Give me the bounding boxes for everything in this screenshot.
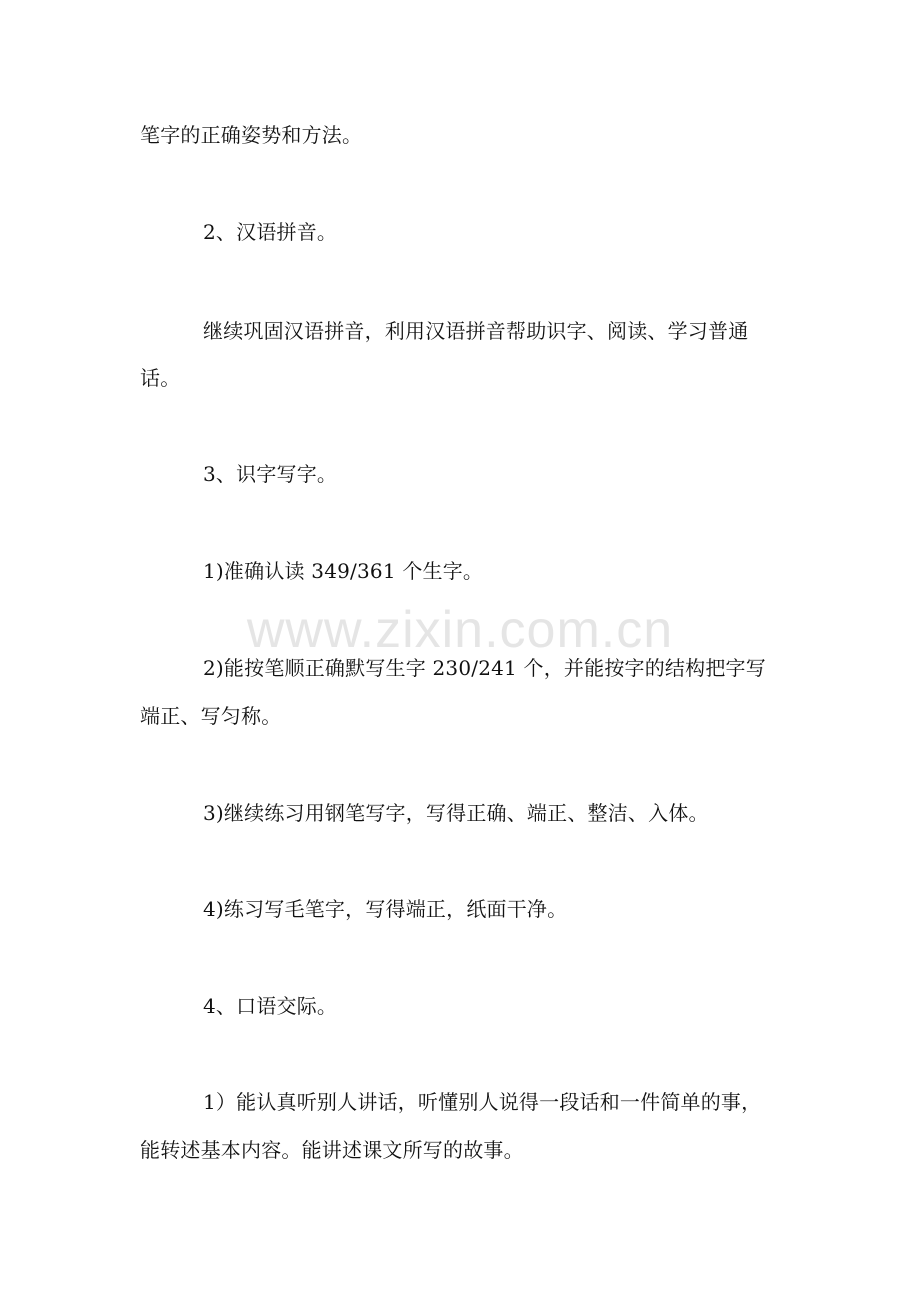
section-heading-pinyin: 2、汉语拼音。 [203, 220, 338, 244]
list-item-continuation: 能转述基本内容。能讲述课文所写的故事。 [140, 1138, 524, 1162]
section-heading-oral: 4、口语交际。 [203, 994, 338, 1018]
paragraph-line: 笔字的正确姿势和方法。 [140, 123, 363, 147]
watermark: www.zixin.com.cn [246, 601, 674, 659]
list-item: 1）能认真听别人讲话，听懂别人说得一段话和一件简单的事， [203, 1090, 762, 1114]
paragraph-line: 继续巩固汉语拼音，利用汉语拼音帮助识字、阅读、学习普通 [203, 319, 749, 343]
list-item-continuation: 端正、写匀称。 [140, 704, 282, 728]
list-item: 1)准确认读 349/361 个生字。 [203, 559, 484, 583]
section-heading-literacy: 3、识字写字。 [203, 462, 338, 486]
list-item: 3)继续练习用钢笔写字，写得正确、端正、整洁、入体。 [203, 801, 709, 825]
paragraph-line: 话。 [140, 366, 181, 390]
list-item: 2)能按笔顺正确默写生字 230/241 个，并能按字的结构把字写 [203, 656, 766, 680]
list-item: 4)练习写毛笔字，写得端正，纸面干净。 [203, 897, 568, 921]
